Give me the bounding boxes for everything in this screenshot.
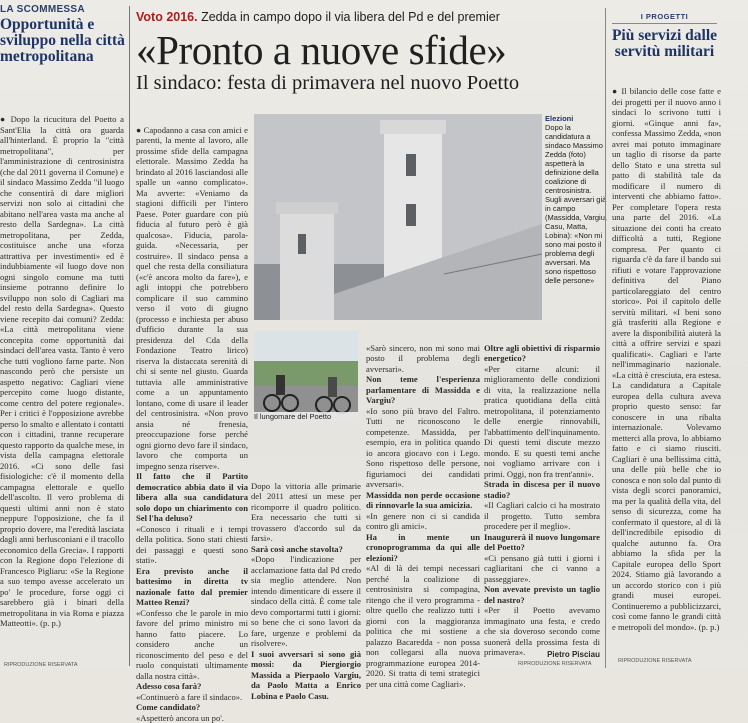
right-body-text: ● Il bilancio delle cose fatte e dei progetti per il nuovo anno i sindaci lo scrivono tutti i giorni. «Ginque anni fa», confessa Massimo Zedda, «non avrei mai potuto immaginare un taglio di risorse da parte dello Stato e una stretta sul patto di stabilità tale da modificare il numero di interventi che abbiamo fatto». Per completare l'opera resta una parte del 2016. «La situazione dei conti ha creato difficoltà a tutti, Regione compresa. Per quanto ci riguarda c'è da fare il bando sui rifiuti e votare l'approvazione definitiva del Piano particolareggiato del centro storico». Poi il capitolo delle servitù militari. «I beni sono già trasferiti alla Regione e avere la disponibilità aiuterà la città a offrire servizi e spazi qualificati». Cagliari e l'arte nell'immaginario nazionale. «La città è cresciuta, era estesa. La candidatura a Capitale europea della cultura aveva proprio questo senso: far conoscere in una ribalta internazionale. Volevamo metterci alla prova, lo abbiamo fatto e ci siamo riusciti. Cagliari è una bellissima città, una delle più belle che io conosca e non solo dal punto di vista degli scorci panoramici, ma per la qualità della vita, del senso di sicurezza, come ha confermato il questore, al di là dell'incredibile episodio di qualche autunno fa. Ora abbiamo la sfida per la Capitale europea dello Sport 2024. Stiamo già lavorando a un accordo storico con i più grandi musei europei. Continueremo a pubblicizzarci, così come fanno le grandi città e metropoli del mondo». (p. p.)	[612, 86, 721, 632]
col2-answer-3: «Io sono più bravo del Faltro. Tutti ne riconoscono le competenze. Massidda, per esempio, era in politica quando io ancora giocavo con i Lego. Sono rispettoso delle persone, figuriamoci dei candidati avversari».	[366, 405, 480, 489]
col2-question-3: Non teme l'esperienza parlamentare di Massidda e Vargiu?	[366, 374, 480, 405]
col1-answer-1: «Conosco i rituali e i tempi della politica. Sono stati chiesti dei passaggi e questi sono stati».	[136, 523, 248, 565]
left-sidebar-article	[0, 4, 126, 671]
col1-question-1: Il fatto che il Partito democratico abbia dato il via libera alla sua candidatura solo dopo un chiarimento con Sel l'ha deluso?	[136, 471, 248, 523]
col1-question-4: Come candidato?	[136, 702, 201, 712]
overline-label: Voto 2016.	[136, 10, 202, 24]
cyclists-illustration	[254, 331, 358, 421]
left-body-text: ● Dopo la ricucitura del Poetto a Sant'Elia la città ora guarda all'hinterland. È proprio la "città metropolitana", per l'amministrazione di centrosinistra (che dal 2011 governa il Comune) e il sindaco Massimo Zedda "il luogo che consentirà di dare migliori servizi non solo ai cittadini che abitano nell'area vasta ma anche al resto della Sardegna». La città metropolitana, per Zedda, costituisce anche una «forza attrattiva per investimenti» ed è indubbiamente «il luogo dove non ogni singolo comune ma tutti insieme potranno definire lo sviluppo non solo di Cagliari ma del resto della Sardegna». Questo viene recepito dai comuni? Zedda: «La città metropolitana viene concepita come opportunità dai sindaci dell'area vasta. Tanto è vero che tutti vogliono farne parte. Non nascondo però che persiste un aspetto negativo: Cagliari viene percepito come luogo distante, come centro del potere regionale». Per i critici è l'opposizione avrebbe perso lo smalto e allentato i contatti con i cittadini, tranne recuperare questo rapporto da qualche mese, in vista della campagna elettorale 2016. «Ci sono delle fasi fisiologiche: c'è il momento della campagna elettorale e quello dell'ascolto. Il vero problema di questi ultimi anni non è stato neppure l'opposizione, che fa il proprio dovere, ma l'eredità lasciata dagli anni berlusconiani e il tracollo economico della Grecia». I rapporti con la Regione dopo l'elezione di Francesco Pigliaru: «Se la Regione a suo tempo avesse accelerato un po' le procedure, forse oggi ci sarebbero già i binari della metropolitana in via Roma e piazza Matteotti». (p. p.)	[0, 114, 124, 628]
left-credit: RIPRODUZIONE RISERVATA	[4, 662, 78, 668]
col2-answer-1: «Dopo l'indicazione per acclamazione fatta dal Pd credo sia meglio attendere. Non intendo dimenticare di essere il sindaco della città. È come tale devo comportarmi tutti i giorni: so bene che ci sono lavori da fare, urgenze e problemi da risolvere».	[251, 554, 361, 648]
col1-answer-2: «Confesso che le parole in mio favore del primo ministro mi hanno fatto piacere. Lo considero anche un riconoscimento del peso e del ruolo conquistati ultimamente dalla nostra città».	[136, 607, 248, 681]
col2-answer-2: «Sarò sincero, non mi sono mai posto il problema degli avversari».	[366, 342, 480, 374]
caption-text: Dopo la candidatura a sindaco Massimo Zedda (foto) aspetterà la definizione della coalizione di centrosinistra. Sugli avversari già in campo (Massidda, Vargiu, Casu, Matta, Lobina): «Non mi sono mai posto il problema degli avversari. Ma sono rispettoso delle persone»	[545, 123, 607, 285]
col3-question-1: Oltre agli obiettivi di risparmio energetico?	[484, 342, 600, 363]
main-credit: RIPRODUZIONE RISERVATA	[518, 661, 592, 667]
main-column-2b	[366, 332, 480, 689]
col3-question-2: Strada in discesa per il nuovo stadio?	[484, 479, 600, 500]
left-kicker: LA SCOMMESSA	[0, 4, 85, 15]
right-kicker: I PROGETTI	[612, 8, 717, 24]
col2-intro: Dopo la vittoria alle primarie del 2011 attesi un mese per ricomporre il quadro politico. Era necessario che tutti si trovassero d'accordo sul da farsi».	[251, 480, 361, 543]
col1-answer-4: «Aspetterò ancora un po'.	[136, 712, 224, 723]
col2-question-5: Ha in mente un cronoprogramma da qui alle elezioni?	[366, 531, 480, 563]
col2-question-1: Sarà così anche stavolta?	[251, 543, 343, 554]
col3-answer-1: «Per citarne alcuni: il miglioramento delle condizioni di vita, la realizzazione nella pratica quotidiana della città metropolitana, il potenziamento delle energie rinnovabili, l'abbattimento dell'inquinamento. Di questi temi discute mezzo mondo. E su questi temi anche noi vogliamo arrivare con i primi. Oggi, non fra trent'anni».	[484, 363, 600, 479]
col3-question-3: Inaugurerà il nuovo lungomare del Poetto?	[484, 531, 600, 552]
col3-answer-4: «Per il Poetto avevamo immaginato una festa, e credo che sia doveroso secondo come suonerà della prossima festa di primavera».	[484, 605, 600, 657]
main-subtitle: Il sindaco: festa di primavera nel nuovo Poetto	[136, 72, 520, 94]
main-column-1	[136, 114, 248, 723]
main-title: «Pronto a nuove sfide»	[136, 27, 507, 73]
photo-caption	[545, 114, 607, 344]
left-title: Opportunità e sviluppo nella città metropolitana	[0, 16, 125, 65]
byline: Pietro Pisciau	[547, 650, 600, 659]
col2-answer-5: «Al di là dei tempi necessari perché la coalizione di centrosinistra si compagina, ritengo che il vero programma - oltre quello che realizzo tutti i giorni con la maggioranza politica che mi sostiene a palazzo Bacaredda - non possa non collegarsi alla nuova programmazione europea 2014-2020. Si tratta di temi strategici per una città come Cagliari».	[366, 563, 480, 689]
col1-question-3: Adesso cosa farà?	[136, 681, 202, 691]
col2-question-2: I suoi avversari si sono già mossi: da Piergiorgio Massida a Pierpaolo Vargiu, da Paolo Matta a Enrico Lobina e Paolo Casu.	[251, 648, 361, 701]
col1-intro: ● Capodanno a casa con amici e parenti, la mente al lavoro, alle prossime sfide della campagna elettorale. Massimo Zedda ha brindato al 2016 lasciandosi alle spalle un «anno complicato». Ma avverte: «Veniamo da stagioni difficili per l'intero Paese. Poter guardare con più fiducia al futuro però è già qualcosa». Fiducia, parola-guida. «Necessaria, per costruire». Il sindaco pensa a quel che resta della consiliatura («c'è ancora molto da fare»), e agli intoppi che potrebbero complicare il suo cammino verso il voto di giugno (processo e inchiesta per abuso d'ufficio durante la sua presidenza del Cda della Fondazione Teatro lirico) riserva la distaccata serenità di chi si sente nel giusto. Guarda tuttavia alle amministrative come a un appuntamento lontano, come di usare il leader del centrosinistra. «Non provo ansia né frenesia, preoccupazione forse perché ogni giorno devo fare il sindaco, lavoro che comporta un impegno senza riserve».	[136, 124, 248, 471]
col3-answer-3: «Ci pensano già tutti i giorni i cagliaritani che ci vanno a passeggiare».	[484, 552, 600, 584]
col1-question-2: Era previsto anche il battesimo in diretta tv nazionale fatto dal premier Matteo Renzi?	[136, 565, 248, 607]
col1-answer-3: «Continuerò a fare il sindaco».	[136, 691, 243, 702]
col3-question-4: Non avevate previsto un taglio del nastro?	[484, 584, 600, 605]
main-column-2a	[251, 470, 361, 701]
col2-answer-4: «In genere non ci si candida contro gli amici».	[366, 510, 480, 531]
bike-caption: Il lungomare del Poetto	[254, 412, 358, 421]
col2-question-4: Massidda non perde occasione di rinnovarle la sua amicizia.	[366, 489, 480, 510]
right-sidebar-article	[605, 8, 723, 668]
left-divider	[129, 6, 130, 666]
photo-poetto-cyclists	[254, 331, 358, 421]
right-title: Più servizi dalle servitù militari	[611, 27, 718, 60]
right-credit: RIPRODUZIONE RISERVATA	[618, 658, 692, 664]
photo-castle-towers	[254, 114, 542, 320]
main-headline-block	[136, 6, 596, 94]
caption-title: Elezioni	[545, 114, 574, 123]
tower-illustration	[254, 114, 542, 320]
overline-text: Zedda in campo dopo il via libera del Pd e del premier	[201, 10, 500, 24]
col3-answer-2: «Il Cagliari calcio ci ha mostrato il progetto. Tutto sembra procedere per il meglio».	[484, 500, 600, 531]
